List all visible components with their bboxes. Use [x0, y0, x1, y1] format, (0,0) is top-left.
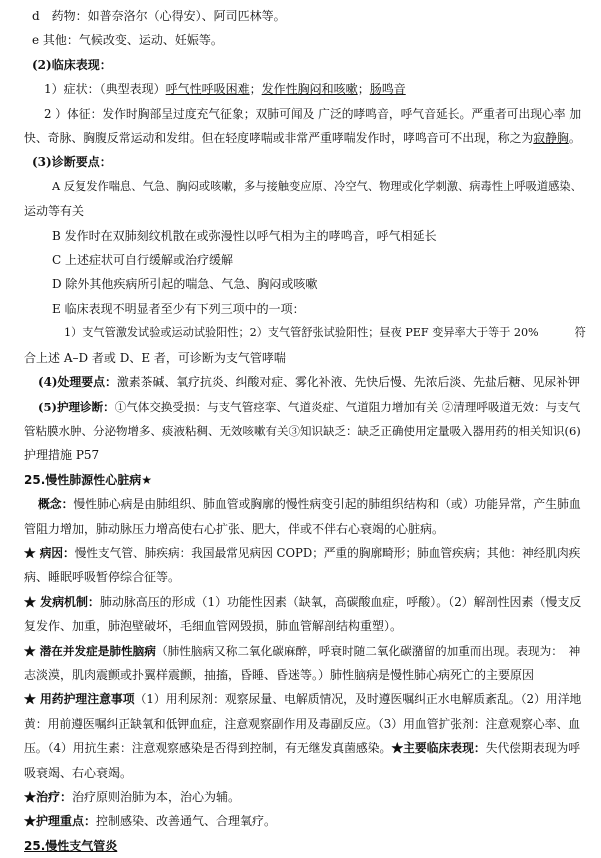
line-diag-a-cont: 运动等有关	[24, 204, 85, 219]
line-signs-1: 2 ）体征：发作时胸部呈过度充气征象；双肺可闻及 广泛的哮鸣音，呼气音延长。严重者可出现心率 加	[44, 106, 582, 121]
line-diag-conclusion: 合上述 A–D 者或 D、E 者，可诊断为支气管哮喘	[24, 350, 286, 365]
symptom-chest-tightness: 发作性胸闷和咳嗽	[261, 82, 358, 97]
line-nursing-diagnosis: (5)护理诊断：①气体交换受损：与支气管痉挛、气道炎症、气道阻力增加有关 ②清理呼吸道无效：与支气	[38, 399, 581, 414]
line-pathogenesis-cont: 复发作、加重，肺泡壁破坏，毛细血管网毁损，肺血管解剖结构重塑）。	[24, 619, 403, 634]
line-nursing-focus: ★护理重点：控制感染、改善通气、合理氧疗。	[24, 814, 277, 829]
line-diag-e: E 临床表现不明显者至少有下列三项中的一项：	[52, 301, 305, 316]
line-nursing-diagnosis-cont: 管粘膜水肿、分泌物增多、痰液粘稠、无效咳嗽有关③知识缺乏：缺乏正确使用定量吸入器用药的相关知识(6)	[24, 423, 581, 438]
line-diag-tests: 1）支气管激发试验或运动试验阳性；2）支气管舒张试验阳性；昼夜 PEF 变异率大于等于 20% 符	[64, 326, 586, 340]
term-silent-chest: 寂静胸	[533, 131, 569, 146]
heading-clinical: (2)临床表现：	[32, 57, 112, 72]
line-treatment: (4)处理要点：激素茶碱、氧疗抗炎、纠酸对症、雾化补液、先快后慢、先浓后淡、先盐后糖、见尿补钾	[38, 375, 580, 390]
line-nursing-measures: 护理措施 P57	[24, 448, 100, 463]
line-drugs: d 药物：如普奈洛尔（心得安）、阿司匹林等。	[32, 9, 286, 23]
line-complication: ★ 潜在并发症是肺性脑病（肺性脑病又称二氧化碳麻醉，呼衰时随二氧化碳潴留的加重而出现。表现为： 神	[24, 643, 581, 658]
line-signs-2: 快、奇脉、胸腹反常运动和发绀。但在轻度哮喘或非常严重哮喘发作时，哮鸣音可不出现，称之为寂静胸。	[24, 131, 581, 146]
line-diag-a: A 反复发作喘息、气急、胸闷或咳嗽，多与接触变应原、冷空气、物理或化学刺激、病毒性上呼吸道感染、	[52, 179, 582, 193]
line-manifestation-cont: 吸衰竭、右心衰竭。	[24, 765, 133, 780]
symptom-bowel-sounds: 肠鸣音	[369, 82, 406, 97]
section-title-chronic-bronchitis: 25.慢性支气管炎	[24, 838, 118, 853]
line-etiology: ★ 病因：慢性支气管、肺疾病：我国最常见病因 COPD；严重的胸廓畸形；肺血管疾病；其他：神经肌肉疾	[24, 545, 581, 560]
line-pathogenesis: ★ 发病机制：肺动脉高压的形成（1）功能性因素（缺氧，高碳酸血症，呼酸）。（2）解剖性因素（慢支反	[24, 594, 582, 609]
line-complication-cont: 志淡漠，肌肉震颤或扑翼样震颤，抽搐，昏睡、昏迷等。）肺性脑病是慢性肺心病死亡的主要原因	[24, 667, 535, 682]
heading-diagnosis: (3)诊断要点：	[32, 155, 112, 170]
line-symptoms: 1）症状：（典型表现）呼气性呼吸困难；发作性胸闷和咳嗽；肠鸣音	[44, 82, 406, 97]
line-concept-cont: 管阻力增加，肺动脉压力增高使右心扩张、肥大，伴或不伴右心衰竭的心脏病。	[24, 521, 445, 536]
line-therapy: ★治疗：治疗原则治肺为本，治心为辅。	[24, 790, 241, 804]
section-title-cor-pulmonale: 25.慢性肺源性心脏病★	[24, 472, 153, 487]
line-medication-cont-2: 压。（4）用抗生素：注意观察感染是否得到控制，有无继发真菌感染。★主要临床表现：失代偿期表现为呼	[24, 741, 581, 756]
line-diag-b: B 发作时在双肺刻纹机散在或弥漫性以呼气相为主的哮鸣音，呼气相延长	[52, 228, 437, 243]
line-medication-cont-1: 黄：用前遵医嘱纠正缺氧和低钾血症，注意观察副作用及毒副反应。（3）用血管扩张剂：注意观察心率、血	[24, 716, 581, 731]
line-other-causes: e 其他：气候改变、运动、妊娠等。	[32, 33, 223, 48]
line-medication: ★ 用药护理注意事项（1）用利尿剂：观察尿量、电解质情况，及时遵医嘱纠正水电解质紊乱。（2）用洋地	[24, 692, 582, 707]
line-diag-d: D 除外其他疾病所引起的喘急、气急、胸闷或咳嗽	[52, 277, 318, 292]
line-diag-c: C 上述症状可自行缓解或治疗缓解	[52, 253, 233, 268]
line-concept: 概念：慢性肺心病是由肺组织、肺血管或胸廓的慢性病变引起的肺组织结构和（或）功能异常，产生肺血	[38, 497, 581, 512]
symptom-dyspnea: 呼气性呼吸困难	[165, 82, 250, 97]
line-etiology-cont: 病、睡眠呼吸暂停综合征等。	[24, 570, 181, 585]
